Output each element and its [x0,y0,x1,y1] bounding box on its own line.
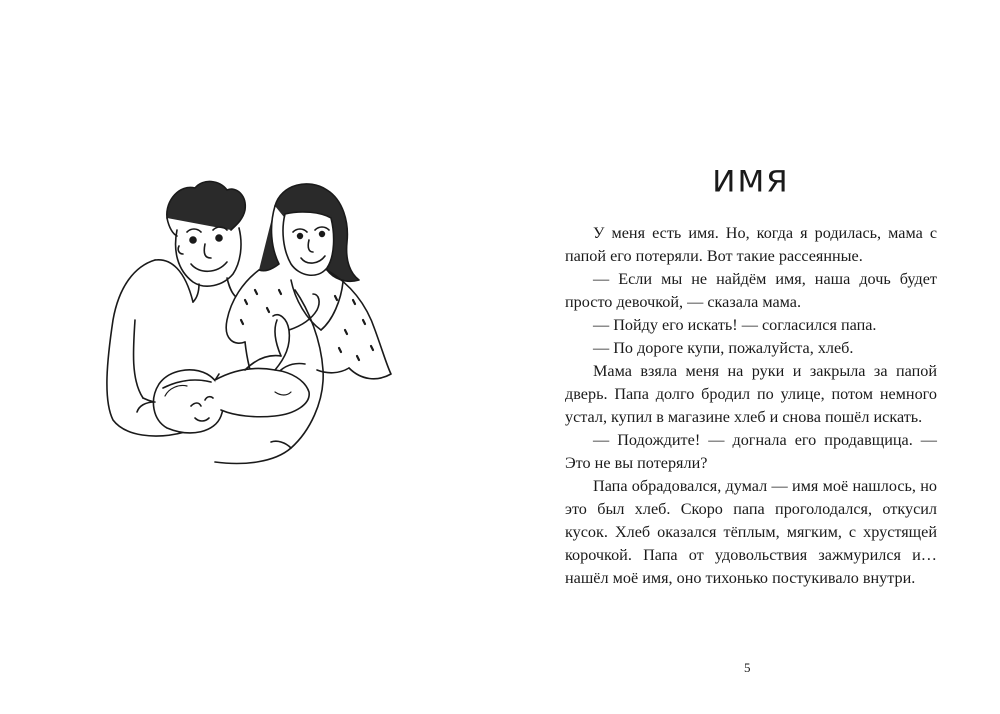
paragraph: У меня есть имя. Но, когда я родилась, мама с папой его потеряли. Вот такие рассеянные. [565,224,937,265]
paragraph: Папа обрадовался, думал — имя моё нашлось, но это был хлеб. Скоро папа проголодался, откусил кусок. Хлеб оказался тёплым, мягким, с хрустящей корочкой. Папа от удовольствия зажмурился и… нашёл моё имя, оно тихонько постукивало внутри. [565,477,937,587]
paragraph: — Подождите! — догнала его продавщица. — Это не вы потеряли? [565,431,937,472]
parents-with-baby-illustration [95,170,405,490]
text-page [565,160,937,590]
paragraph: Мама взяла меня на руки и закрыла за папой дверь. Папа долго бродил по улице, потом немного устал, купил в магазине хлеб и снова пошёл искать. [565,362,937,426]
parents-with-baby-sketch-icon [95,170,405,490]
story-text [565,222,937,590]
chapter-title: ИМЯ [712,164,790,200]
paragraph: — По дороге купи, пожалуйста, хлеб. [593,339,854,357]
page-number: 5 [744,660,751,675]
paragraph: — Пойду его искать! — согласился папа. [593,316,877,334]
paragraph: — Если мы не найдём имя, наша дочь будет просто девочкой, — сказала мама. [565,270,937,311]
